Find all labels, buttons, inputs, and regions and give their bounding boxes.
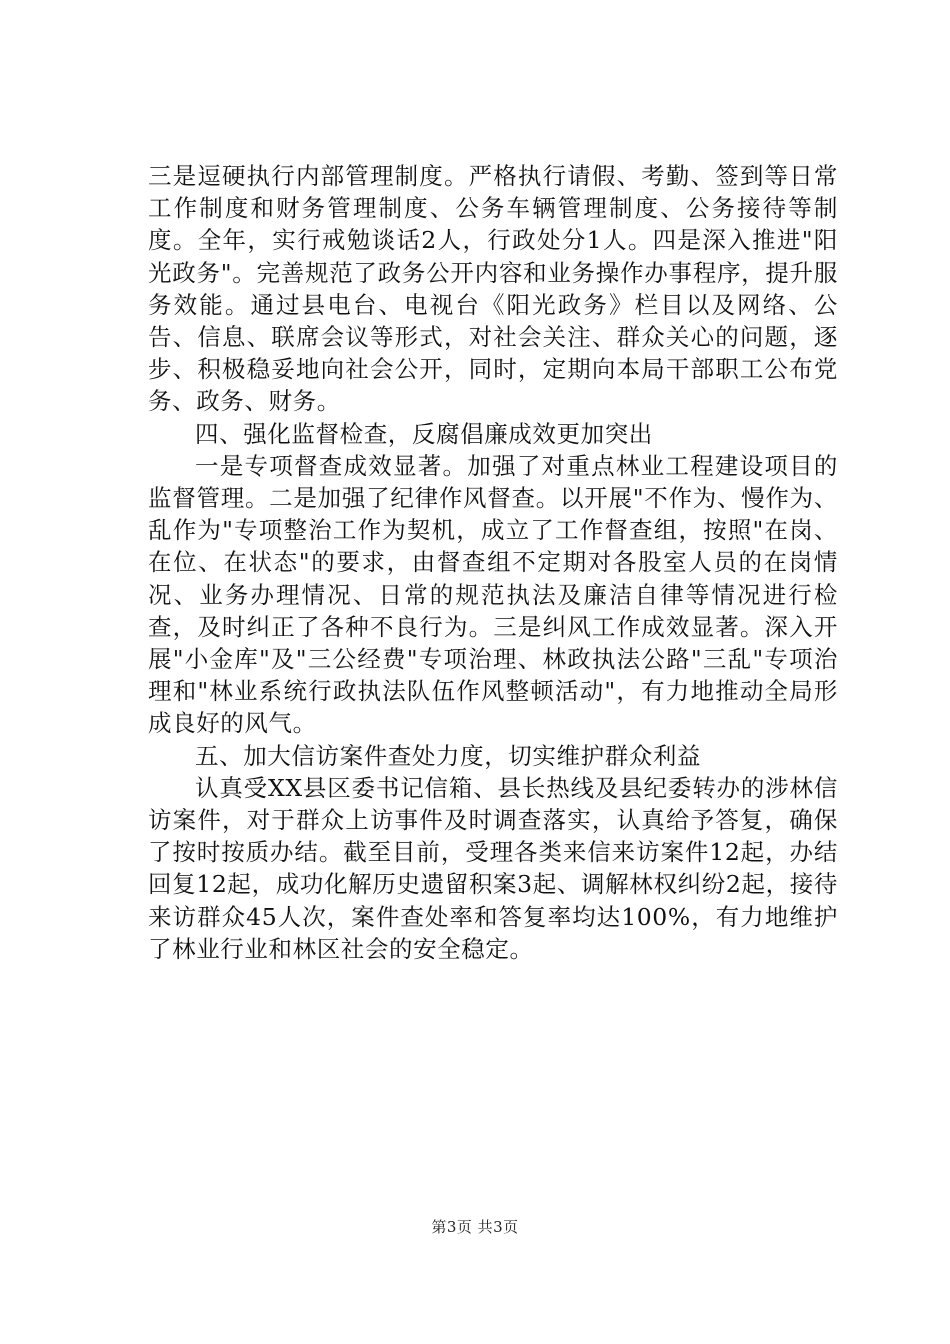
- section-heading: 五、加大信访案件查处力度，切实维护群众利益: [195, 741, 702, 770]
- section-heading: 四、强化监督检查，反腐倡廉成效更加突出: [195, 419, 653, 448]
- page-number-footer: 第3页 共3页: [431, 1218, 519, 1236]
- body-paragraph: 一是专项督查成效显著。加强了对重点林业工程建设项目的监督管理。二是加强了纪律作风督查。以开展"不作为、慢作为、乱作为"专项整治工作为契机，成立了工作督查组，按照"在岗、在位、在状态"的要求，由督查组不定期对各股室人员的在岗情况、业务办理情况、日常的规范执法及廉洁自律等情况进行检查，及时纠正了各种不良行为。三是纠风工作成效显著。深入开展"小金库"及"三公经费"专项治理、林政执法公路"三乱"专项治理和"林业系统行政执法队伍作风整顿活动"，有力地推动全局形成良好的风气。: [148, 451, 838, 738]
- document-body: [148, 160, 838, 965]
- body-paragraph: 三是逗硬执行内部管理制度。严格执行请假、考勤、签到等日常工作制度和财务管理制度、公务车辆管理制度、公务接待等制度。全年，实行戒勉谈话2人，行政处分1人。四是深入推进"阳光政务"。完善规范了政务公开内容和业务操作办事程序，提升服务效能。通过县电台、电视台《阳光政务》栏目以及网络、公告、信息、联席会议等形式，对社会关注、群众关心的问题，逐步、积极稳妥地向社会公开，同时，定期向本局干部职工公布党务、政务、财务。: [148, 162, 838, 416]
- body-paragraph: 认真受XX县区委书记信箱、县长热线及县纪委转办的涉林信访案件，对于群众上访事件及时调查落实，认真给予答复，确保了按时按质办结。截至目前，受理各类来信来访案件12起，办结回复12起，成功化解历史遗留积案3起、调解林权纠纷2起，接待来访群众45人次，案件查处率和答复率均达100%，有力地维护了林业行业和林区社会的安全稳定。: [148, 773, 838, 963]
